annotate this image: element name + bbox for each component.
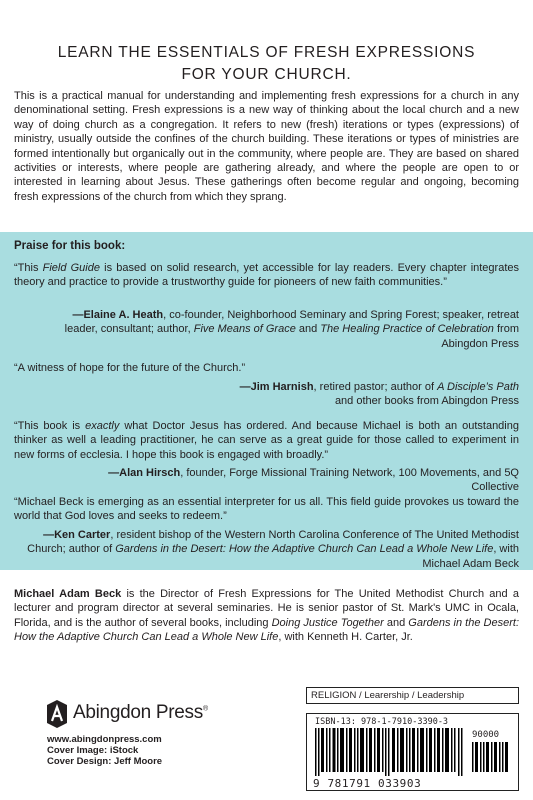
cover-design-credit: Cover Design: Jeff Moore [47,756,163,767]
isbn-barcode [306,713,519,791]
category-label: RELIGION / Learership / Leadership [306,687,519,704]
price-barcode-graphic [472,742,512,772]
praise-heading: Praise for this book: [14,240,126,252]
attribution-1: —Elaine A. Heath, co-founder, Neighborhood Seminary and Spring Forest; speaker, retreat leader, consultant; author, Five Means of Grace and The Healing Practice of Celebration from Abingdon Press [64,309,519,350]
publisher-logo [46,699,246,729]
quote-2: “A witness of hope for the future of the Church.” [14,362,246,374]
intro-paragraph: This is a practical manual for understanding and implementing fresh expressions for a church in any denominational setting. Fresh expressions is a new way of thinking about the local church and a new way of doing church as a congregation. It refers to new (fresh) iterations or types (expressions) of ministry, usually outside the confines of the church building. These iterations or types of ministries are formed intentionally but organically out in the community, where people are. They are based on shared activities or interests, where people are gathering already, and where the people are open to or interested in learning about Jesus. These gatherings often become regular and ongoing, becoming fresh expressions of the church from which they sprang. [14,90,519,203]
price-code: 90000 [472,730,500,740]
abingdon-logo-icon [46,699,68,729]
praise-section [0,232,533,570]
quote-3: “This book is exactly what Doctor Jesus has ordered. And because Michael is both an outstanding thinker as well a leading practitioner, he can serve as a great guide for those called to experiment in new forms of ecclesia. I hope this book is engaged with broadly.” [14,420,519,461]
attribution-3: —Alan Hirsch, founder, Forge Missional Training Network, 100 Movements, and 5Q Collective [108,467,519,494]
attribution-2: —Jim Harnish, retired pastor; author of A Disciple’s Path and other books from Abingdon Press [239,381,519,408]
author-bio: Michael Adam Beck is the Director of Fresh Expressions for The United Methodist Church and a lecturer and program director at several seminaries. He is senior pastor of St. Mark's UMC in Ocala, Florida, and is the author of several books, including Doing Justice Together and Gardens in the Desert: How the Adaptive Church Can Lead a Whole New Life, with Kenneth H. Carter, Jr. [14,588,520,644]
ean-barcode-graphic [315,728,465,776]
cover-image-credit: Cover Image: iStock [47,745,139,756]
quote-1: “This Field Guide is based on solid research, yet accessible for lay readers. Every chapter integrates theory and practice to provide a trustworthy guide for pioneers of new faith communities.” [14,262,519,289]
back-cover-headline [30,42,503,86]
quote-4: “Michael Beck is emerging as an essential interpreter for us all. This field guide provokes us toward the world that God loves and seeks to redeem.” [14,496,519,523]
publisher-url: www.abingdonpress.com [47,734,162,745]
isbn-number: 9 781791 033903 [313,777,422,790]
headline-line-1: LEARN THE ESSENTIALS OF FRESH EXPRESSIONS [57,44,476,61]
isbn-label: ISBN-13: 978-1-7910-3390-3 [315,717,449,727]
headline-line-2: FOR YOUR CHURCH. [181,66,352,83]
attribution-4: —Ken Carter, resident bishop of the Western North Carolina Conference of The United Methodist Church; author of Gardens in the Desert: How the Adaptive Church Can Lead a Whole New Life, with Michael Adam Beck [27,529,519,570]
publisher-name: Abingdon Press® [73,702,208,723]
publisher-credits [47,734,162,767]
